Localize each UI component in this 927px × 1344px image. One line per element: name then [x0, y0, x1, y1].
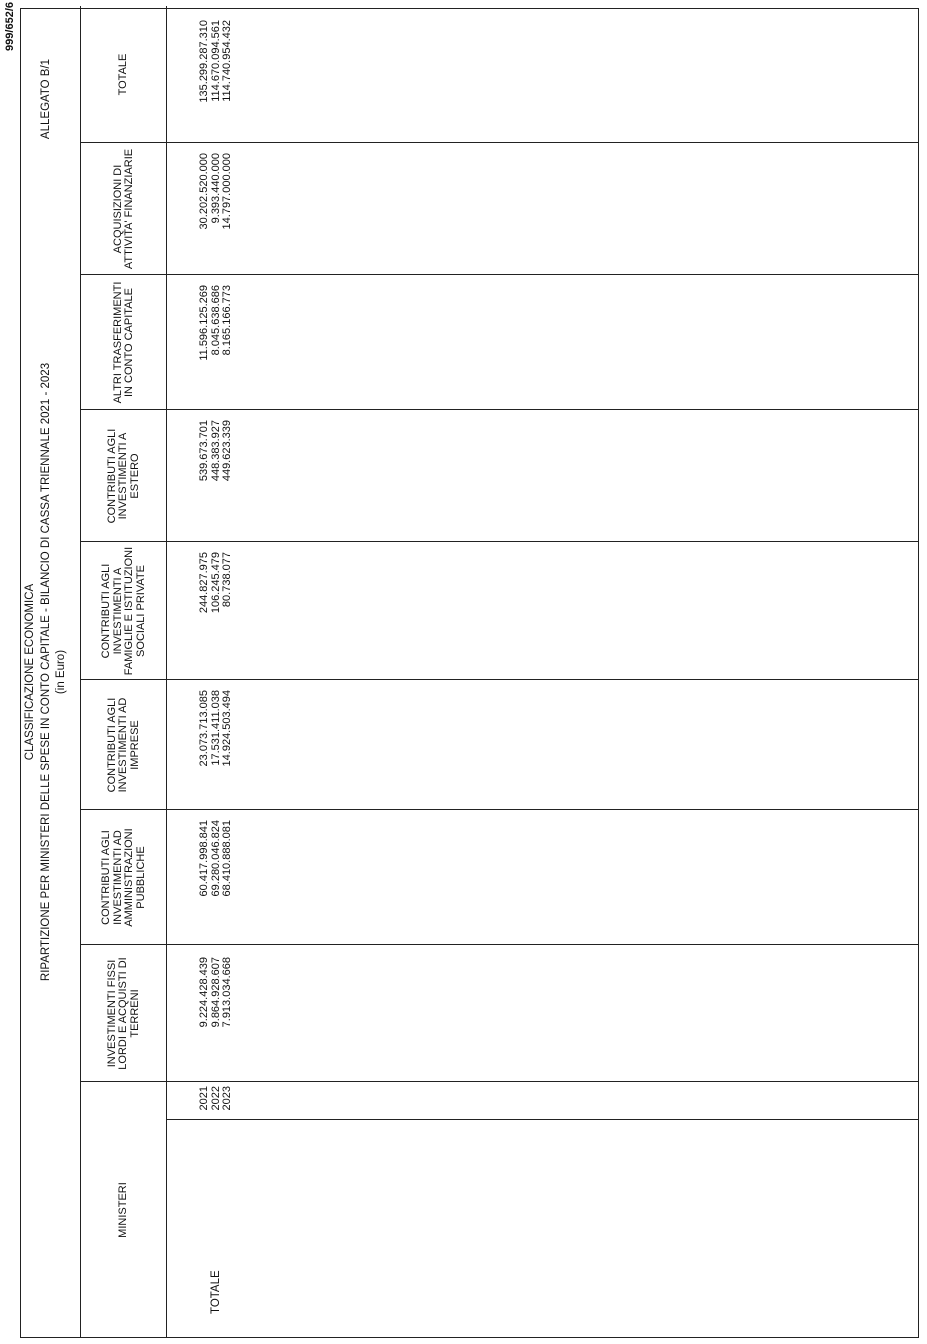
value-contributi-imprese-0: 23.073.713.085	[198, 690, 210, 767]
value-contributi-estero-1: 448.383.927	[209, 420, 222, 482]
value-altri-trasferimenti-0: 11.596.125.269	[198, 285, 210, 361]
header-contributi-imprese: CONTRIBUTI AGLI INVESTIMENTI AD IMPRESE	[105, 697, 141, 793]
title-line-1: CLASSIFICAZIONE ECONOMICA	[24, 583, 36, 761]
value-contributi-amm-pubbliche-2: 68.410.888.081	[221, 820, 233, 897]
title-line-2: RIPARTIZIONE PER MINISTERI DELLE SPESE IN CONTO CAPITALE - BILANCIO DI CASSA TRIENNALE 2021 - 2023	[40, 362, 52, 982]
cell-contributi-famiglie	[199, 552, 234, 680]
value-contributi-amm-pubbliche-0: 60.417.998.841	[198, 820, 210, 897]
value-acquisizioni-attivita-0: 30.202.520.000	[198, 153, 210, 230]
header-contributi-famiglie: CONTRIBUTI AGLI INVESTIMENTI A FAMIGLIE E ISTITUZIONI SOCIALI PRIVATE	[100, 546, 147, 676]
year-2023: 2023	[221, 1086, 233, 1111]
header-totale: TOTALE	[117, 53, 130, 96]
header-altri-trasferimenti: ALTRI TRASFERIMENTI IN CONTO CAPITALE	[111, 281, 135, 404]
cell-investimenti-fissi	[199, 957, 234, 1082]
row-label-totale: TOTALE	[210, 1270, 222, 1314]
header-acquisizioni-attivita: ACQUISIZIONI DI ATTIVITA' FINANZIARIE	[111, 148, 135, 270]
header-contributi-estero: CONTRIBUTI AGLI INVESTIMENTI A ESTERO	[105, 428, 141, 524]
value-acquisizioni-attivita-2: 14.797.000.000	[221, 153, 233, 230]
year-2022: 2022	[209, 1086, 222, 1111]
value-investimenti-fissi-1: 9.864.928.607	[209, 957, 222, 1028]
cell-totale	[199, 20, 234, 143]
value-contributi-imprese-2: 14.924.503.494	[221, 690, 233, 767]
header-bottom-line	[166, 6, 167, 1338]
value-totale-0: 135.299.287.310	[198, 20, 210, 103]
header-top-line	[80, 6, 81, 1338]
value-contributi-estero-0: 539.673.701	[198, 420, 210, 482]
value-contributi-estero-2: 449.623.339	[221, 420, 233, 482]
year-2021: 2021	[198, 1086, 210, 1111]
value-contributi-amm-pubbliche-1: 69.280.046.824	[209, 820, 222, 897]
value-altri-trasferimenti-2: 8.165.166.773	[221, 285, 233, 356]
value-contributi-famiglie-0: 244.827.975	[198, 552, 210, 614]
cell-contributi-estero	[199, 420, 234, 542]
value-investimenti-fissi-0: 9.224.428.439	[198, 957, 210, 1028]
title-line-3: (in Euro)	[55, 649, 67, 695]
cell-altri-trasferimenti	[199, 285, 234, 410]
cell-contributi-amm-pubbliche	[199, 820, 234, 945]
years-cell	[199, 1086, 234, 1120]
header-ministeri: MINISTERI	[117, 1182, 130, 1238]
cell-acquisizioni-attivita	[199, 153, 234, 275]
year-column-line	[166, 1119, 919, 1120]
page-code: 999/652/6	[4, 2, 16, 51]
header-investimenti-fissi: INVESTIMENTI FISSI LORDI E ACQUISTI DI TERRENI	[105, 957, 141, 1070]
value-contributi-famiglie-2: 80.738.077	[221, 552, 233, 608]
value-totale-2: 114.740.954.432	[221, 20, 233, 102]
value-investimenti-fissi-2: 7.913.034.668	[221, 957, 233, 1028]
value-acquisizioni-attivita-1: 9.393.440.000	[209, 153, 222, 224]
value-contributi-imprese-1: 17.531.411.038	[209, 690, 222, 766]
cell-contributi-imprese	[199, 690, 234, 810]
annex-label: ALLEGATO B/1	[40, 58, 52, 140]
value-altri-trasferimenti-1: 8.045.638.686	[209, 285, 222, 356]
value-totale-1: 114.670.094.561	[209, 20, 222, 102]
value-contributi-famiglie-1: 106.245.479	[209, 552, 222, 614]
header-contributi-amm-pubbliche: CONTRIBUTI AGLI INVESTIMENTI AD AMMINISTRAZIONI PUBBLICHE	[100, 828, 147, 927]
